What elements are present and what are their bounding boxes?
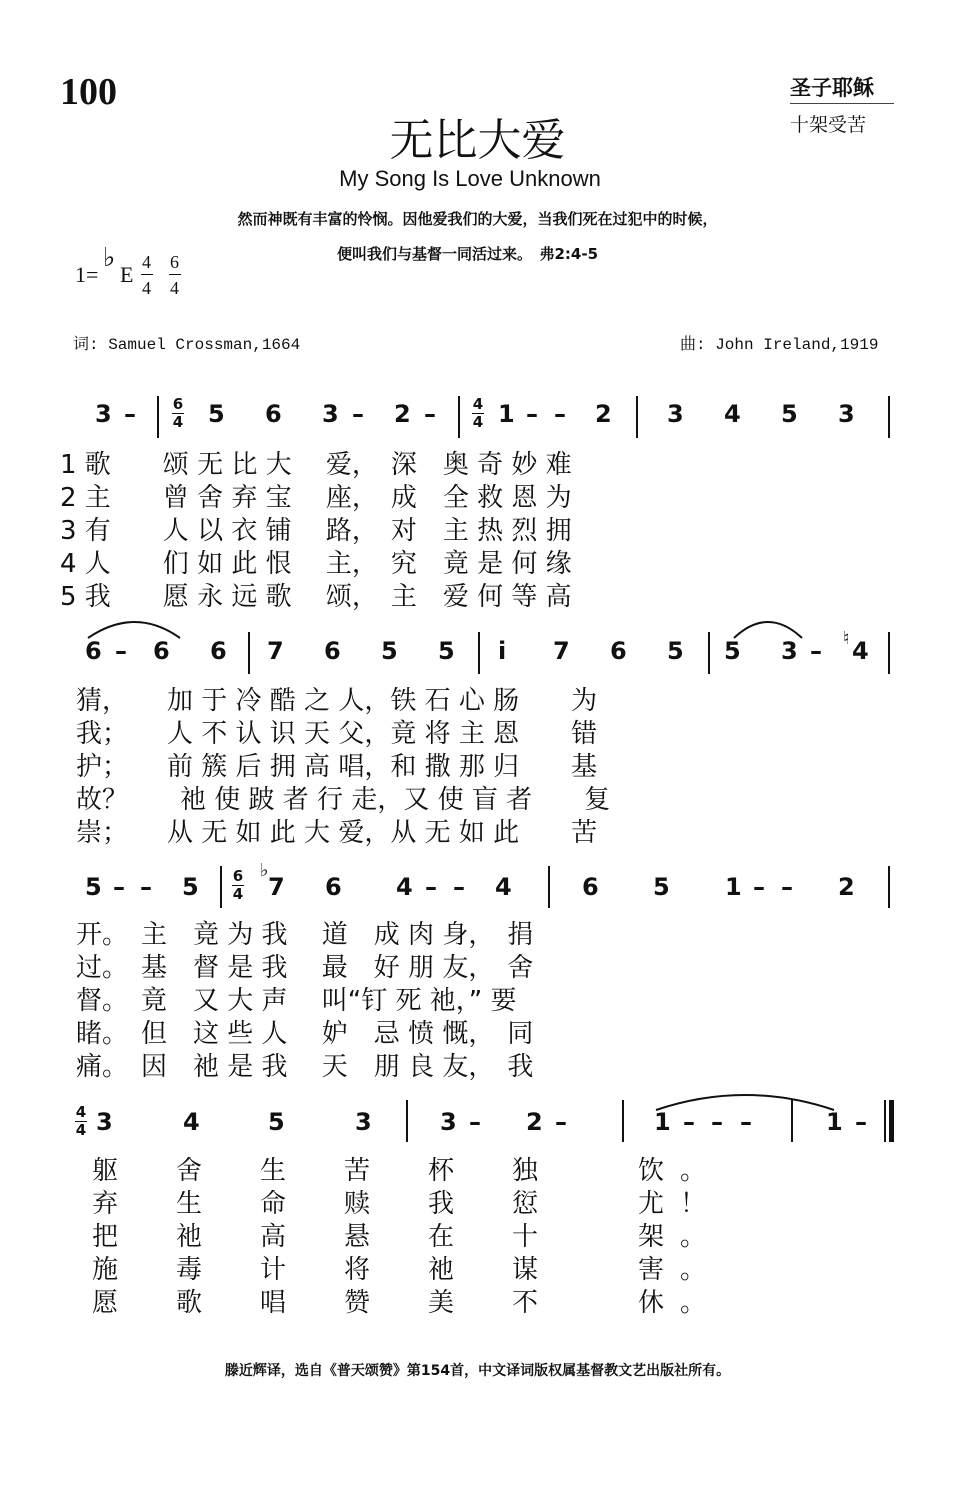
hymn-title-en: My Song Is Love Unknown [339,166,601,191]
time-signature: 4 4 [75,1103,87,1139]
note: 7 [267,637,284,665]
composer-credit: 曲: John Ireland,1919 [680,336,879,354]
dash: – [124,400,136,428]
lyric-line: 猜， 加 于 冷 酷 之 人，铁 石 心 肠 为 [76,686,598,716]
note: 6 [153,637,170,665]
note: 4 [852,637,869,665]
bar-line [636,396,638,438]
note: 1 [498,400,515,428]
time-signature: 6 4 [232,867,244,903]
time-sig-1-num: 4 [142,252,151,272]
lyric-line: 躯 舍 生 苦 杯 独 饮。 [92,1156,723,1186]
lyric-line: 2 主 曾 舍 弃 宝 座， 成 全 救 恩 为 [60,483,572,513]
time-sig-2-line [169,274,181,275]
lyric-line: 弃 生 命 赎 我 愆 尤！ [92,1189,723,1219]
hymn-title-cn: 无比大爱 [389,115,566,166]
bar-line [622,1100,624,1142]
scripture-line-2: 便叫我们与基督一同活过来。 弗2:4-5 [336,245,599,263]
bar-line [888,866,890,908]
note: 5 [85,873,102,901]
note: 4 [495,873,512,901]
dash: – [140,873,152,901]
bar-line [458,396,460,438]
note: 4 [724,400,741,428]
note: 6 [582,873,599,901]
bar-line [791,1100,793,1142]
note: 2 [595,400,612,428]
dash: – [526,400,538,428]
copyright-footer: 滕近辉译，选自《普天颂赞》第154首，中文译词版权属基督教文艺出版社所有。 [224,1363,731,1379]
lyric-line: 痛。 因 祂 是 我 天 朋 良 友， 我 [76,1052,534,1082]
note: 2 [838,873,855,901]
time-sig-1-line [141,274,153,275]
time-signature: 4 4 [472,395,484,431]
flat-sign: ♭ [103,243,116,272]
time-sig-2-num: 6 [170,252,179,272]
dash: – [469,1108,481,1136]
time-sig-1-den: 4 [142,278,151,298]
subcategory-label: 十架受苦 [790,114,867,136]
note: 7 [553,637,570,665]
note: 5 [208,400,225,428]
final-bar-thin [884,1100,886,1142]
note: 5 [268,1108,285,1136]
note: 6 [610,637,627,665]
dash: – [810,637,822,665]
dash: – [740,1108,752,1136]
lyric-line: 崇； 从 无 如 此 大 爱，从 无 如 此 苦 [76,818,598,848]
time-signature: 6 4 [172,395,184,431]
note: 5 [438,637,455,665]
note: 3 [322,400,339,428]
note: 3 [667,400,684,428]
lyric-line: 1 歌 颂 无 比 大 爱， 深 奥 奇 妙 难 [60,450,572,480]
bar-line [888,632,890,674]
note: 6 [210,637,227,665]
lyric-line: 把 祂 高 悬 在 十 架。 [92,1222,723,1252]
lyric-line: 5 我 愿 永 远 歌 颂， 主 爱 何 等 高 [60,582,572,612]
lyric-line: 施 毒 计 将 祂 谋 害。 [92,1255,723,1285]
note: 2 [526,1108,543,1136]
note: 1 [725,873,742,901]
note: 1 [654,1108,671,1136]
lyric-line: 睹。 但 这 些 人 妒 忌 愤 慨， 同 [76,1019,534,1049]
dash: – [554,400,566,428]
note: 4 [183,1108,200,1136]
natural-sign: ♮ [843,628,850,649]
lyric-line: 4 人 们 如 此 恨 主， 究 竟 是 何 缘 [60,549,572,579]
lyricist-credit: 词: Samuel Crossman,1664 [73,336,301,354]
note: 6 [265,400,282,428]
time-sig-2-den: 4 [170,278,179,298]
lyric-line: 3 有 人 以 衣 铺 路， 对 主 热 烈 拥 [60,516,572,546]
bar-line [248,632,250,674]
bar-line [406,1100,408,1142]
bar-line [157,396,159,438]
dash: – [855,1108,867,1136]
lyric-line: 愿 歌 唱 赞 美 不 休。 [92,1288,723,1318]
dash: – [453,873,465,901]
dash: – [352,400,364,428]
dash: – [555,1108,567,1136]
dash: – [113,873,125,901]
lyric-line: 督。 竟 又 大 声 叫“钉 死 祂，” 要 [76,986,517,1016]
note: 4 [396,873,413,901]
lyric-line: 护； 前 簇 后 拥 高 唱，和 撒 那 归 基 [76,752,598,782]
dash: – [683,1108,695,1136]
note: 6 [325,873,342,901]
dash: – [753,873,765,901]
note: 5 [653,873,670,901]
bar-line [478,632,480,674]
note: 7 [268,873,285,901]
lyric-line: 我； 人 不 认 识 天 父，竟 将 主 恩 错 [76,719,598,749]
note: 3 [355,1108,372,1136]
note: 1 [826,1108,843,1136]
note: 3 [838,400,855,428]
dash: – [711,1108,723,1136]
category-label: 圣子耶稣 [790,75,874,100]
bar-line [708,632,710,674]
lyric-line: 开。 主 竟 为 我 道 成 肉 身， 捐 [76,920,534,950]
flat-mark: ♭ [260,860,269,881]
note: i [498,637,507,665]
bar-line [548,866,550,908]
note: 5 [781,400,798,428]
note: 5 [381,637,398,665]
bar-line [888,396,890,438]
note: 3 [781,637,798,665]
note: 5 [182,873,199,901]
note: 2 [394,400,411,428]
key-prefix: 1= [75,262,99,287]
note: 3 [95,400,112,428]
lyric-line: 过。 基 督 是 我 最 好 朋 友， 舍 [76,953,534,983]
dash: – [424,400,436,428]
note: 3 [96,1108,113,1136]
note: 6 [85,637,102,665]
scripture-line-1: 然而神既有丰富的怜悯。因他爱我们的大爱，当我们死在过犯中的时候， [237,210,718,228]
bar-line [220,866,222,908]
dash: – [115,637,127,665]
final-bar-thick [889,1100,894,1142]
note: 5 [667,637,684,665]
lyric-line: 故？ 祂 使 跛 者 行 走，又 使 盲 者 复 [76,785,611,815]
note: 6 [324,637,341,665]
hymn-number: 100 [60,71,117,113]
key-letter: E [120,262,134,287]
note: 5 [724,637,741,665]
dash: – [781,873,793,901]
note: 3 [440,1108,457,1136]
dash: – [425,873,437,901]
